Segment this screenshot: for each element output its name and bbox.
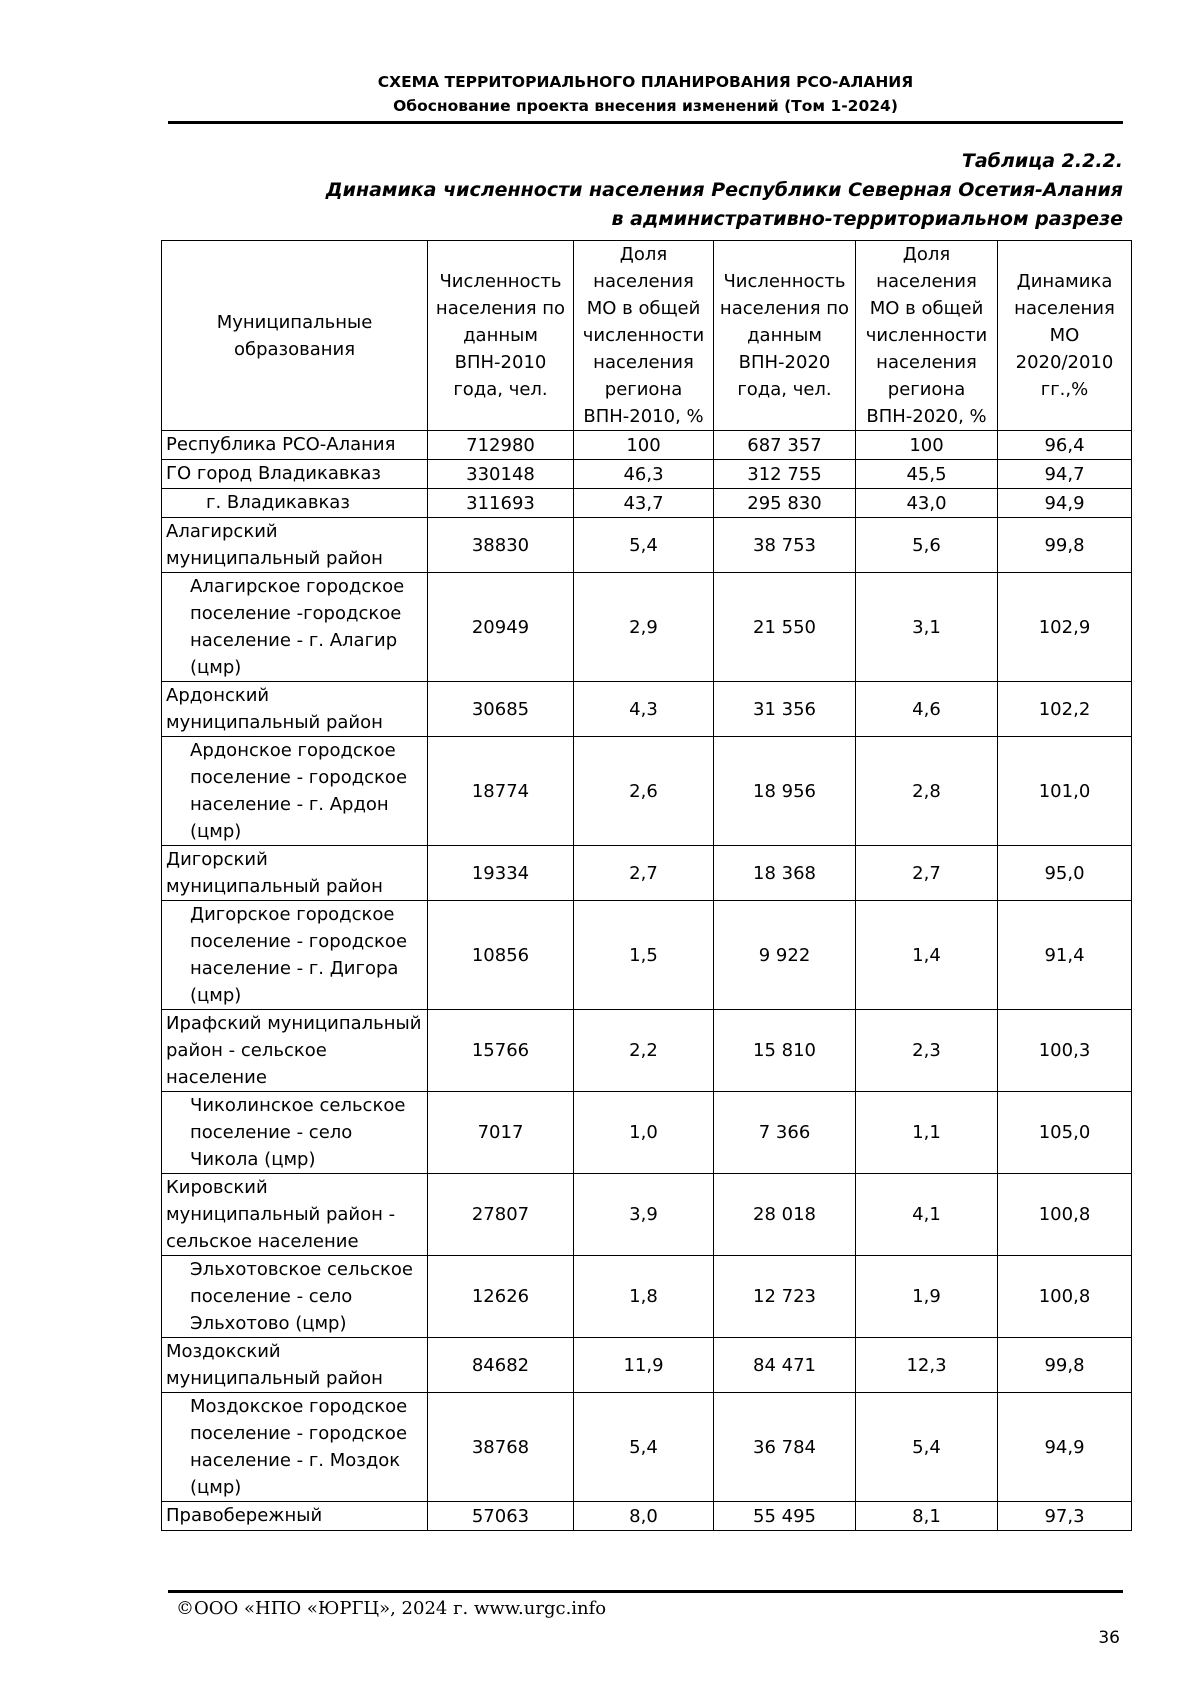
cell-pop2020: 18 368: [714, 846, 856, 901]
footer-copyright: ©ООО «НПО «ЮРГЦ», 2024 г. www.urgc.info: [176, 1598, 607, 1619]
cell-pop2010: 27807: [428, 1174, 574, 1256]
table-caption: [326, 147, 1123, 234]
cell-share2010: 46,3: [574, 460, 714, 489]
table-row: [162, 489, 1132, 518]
cell-dynamics: 105,0: [998, 1092, 1132, 1174]
cell-dynamics: 100,8: [998, 1174, 1132, 1256]
header-dynamics: Динамика населения МО 2020/2010 гг.,%: [998, 241, 1132, 431]
cell-pop2020: 15 810: [714, 1010, 856, 1092]
cell-pop2010: 30685: [428, 682, 574, 737]
table-row: [162, 901, 1132, 1010]
cell-share2020: 1,4: [856, 901, 998, 1010]
cell-share2020: 5,4: [856, 1393, 998, 1502]
table-row: [162, 573, 1132, 682]
cell-pop2010: 712980: [428, 431, 574, 460]
table-row: [162, 682, 1132, 737]
table-row: [162, 460, 1132, 489]
cell-pop2020: 312 755: [714, 460, 856, 489]
cell-municipality: ГО город Владикавказ: [162, 460, 428, 489]
cell-share2020: 5,6: [856, 518, 998, 573]
table-row: [162, 431, 1132, 460]
cell-share2010: 2,2: [574, 1010, 714, 1092]
table-row: [162, 1256, 1132, 1338]
cell-municipality: Дигорский муниципальный район: [162, 846, 428, 901]
table-header-row: [162, 241, 1132, 431]
header-share-2020: Доля населения МО в общей численности населения региона ВПН-2020, %: [856, 241, 998, 431]
cell-dynamics: 94,7: [998, 460, 1132, 489]
cell-share2010: 5,4: [574, 518, 714, 573]
cell-share2020: 1,1: [856, 1092, 998, 1174]
cell-municipality: Алагирское городское поселение -городское население - г. Алагир (цмр): [162, 573, 428, 682]
header-line-1: СХЕМА ТЕРРИТОРИАЛЬНОГО ПЛАНИРОВАНИЯ РСО-АЛАНИЯ: [377, 73, 914, 91]
cell-share2010: 4,3: [574, 682, 714, 737]
cell-pop2010: 57063: [428, 1502, 574, 1531]
population-table: [161, 240, 1132, 1531]
cell-dynamics: 102,2: [998, 682, 1132, 737]
cell-share2020: 100: [856, 431, 998, 460]
cell-pop2010: 20949: [428, 573, 574, 682]
cell-pop2020: 84 471: [714, 1338, 856, 1393]
header-share-2010: Доля населения МО в общей численности населения региона ВПН-2010, %: [574, 241, 714, 431]
table-row: [162, 1174, 1132, 1256]
cell-dynamics: 101,0: [998, 737, 1132, 846]
cell-pop2020: 31 356: [714, 682, 856, 737]
cell-share2010: 5,4: [574, 1393, 714, 1502]
cell-pop2010: 12626: [428, 1256, 574, 1338]
cell-municipality: Кировский муниципальный район - сельское население: [162, 1174, 428, 1256]
cell-pop2010: 15766: [428, 1010, 574, 1092]
cell-share2010: 3,9: [574, 1174, 714, 1256]
cell-pop2020: 36 784: [714, 1393, 856, 1502]
header-rule: [168, 121, 1123, 124]
table-label: Таблица 2.2.2.: [961, 150, 1123, 172]
table-body: [162, 431, 1132, 1531]
cell-municipality: Правобережный: [162, 1502, 428, 1531]
cell-dynamics: 99,8: [998, 518, 1132, 573]
cell-municipality: Моздокский муниципальный район: [162, 1338, 428, 1393]
cell-share2010: 2,9: [574, 573, 714, 682]
cell-municipality: Эльхотовское сельское поселение - село Эльхотово (цмр): [162, 1256, 428, 1338]
table-row: [162, 846, 1132, 901]
cell-pop2020: 18 956: [714, 737, 856, 846]
cell-pop2010: 7017: [428, 1092, 574, 1174]
cell-municipality: Чиколинское сельское поселение - село Чикола (цмр): [162, 1092, 428, 1174]
cell-dynamics: 100,8: [998, 1256, 1132, 1338]
cell-share2010: 43,7: [574, 489, 714, 518]
table-row: [162, 1338, 1132, 1393]
cell-share2010: 8,0: [574, 1502, 714, 1531]
cell-municipality: Республика РСО-Алания: [162, 431, 428, 460]
table-row: [162, 518, 1132, 573]
cell-dynamics: 94,9: [998, 489, 1132, 518]
header-line-2: Обоснование проекта внесения изменений (Том 1-2024): [393, 97, 898, 115]
cell-pop2020: 687 357: [714, 431, 856, 460]
footer-rule: [168, 1590, 1123, 1593]
cell-share2020: 2,3: [856, 1010, 998, 1092]
cell-dynamics: 100,3: [998, 1010, 1132, 1092]
cell-share2010: 100: [574, 431, 714, 460]
cell-share2020: 1,9: [856, 1256, 998, 1338]
cell-share2010: 11,9: [574, 1338, 714, 1393]
table-row: [162, 1502, 1132, 1531]
cell-municipality: Ардонский муниципальный район: [162, 682, 428, 737]
cell-pop2010: 38830: [428, 518, 574, 573]
cell-share2010: 1,8: [574, 1256, 714, 1338]
cell-pop2020: 28 018: [714, 1174, 856, 1256]
table-row: [162, 737, 1132, 846]
cell-pop2020: 21 550: [714, 573, 856, 682]
cell-share2020: 2,8: [856, 737, 998, 846]
cell-pop2010: 10856: [428, 901, 574, 1010]
cell-pop2020: 12 723: [714, 1256, 856, 1338]
cell-share2020: 12,3: [856, 1338, 998, 1393]
cell-dynamics: 97,3: [998, 1502, 1132, 1531]
cell-share2020: 4,1: [856, 1174, 998, 1256]
cell-pop2020: 7 366: [714, 1092, 856, 1174]
cell-dynamics: 94,9: [998, 1393, 1132, 1502]
cell-dynamics: 96,4: [998, 431, 1132, 460]
cell-pop2010: 19334: [428, 846, 574, 901]
header-pop-2020: Численность населения по данным ВПН-2020 года, чел.: [714, 241, 856, 431]
table-title-line-1: Динамика численности населения Республики Северная Осетия-Алания: [325, 179, 1123, 201]
header-pop-2010: Численность населения по данным ВПН-2010 года, чел.: [428, 241, 574, 431]
cell-share2020: 2,7: [856, 846, 998, 901]
cell-pop2010: 38768: [428, 1393, 574, 1502]
cell-share2020: 4,6: [856, 682, 998, 737]
cell-dynamics: 99,8: [998, 1338, 1132, 1393]
cell-share2020: 3,1: [856, 573, 998, 682]
header-municipality: Муниципальные образования: [162, 241, 428, 431]
cell-municipality: Алагирский муниципальный район: [162, 518, 428, 573]
cell-pop2020: 38 753: [714, 518, 856, 573]
cell-share2010: 2,6: [574, 737, 714, 846]
cell-share2020: 45,5: [856, 460, 998, 489]
cell-dynamics: 95,0: [998, 846, 1132, 901]
cell-municipality: Моздокское городское поселение - городское население - г. Моздок (цмр): [162, 1393, 428, 1502]
cell-pop2010: 84682: [428, 1338, 574, 1393]
page-number: 36: [1098, 1628, 1120, 1648]
table-row: [162, 1393, 1132, 1502]
cell-share2010: 1,0: [574, 1092, 714, 1174]
cell-share2020: 43,0: [856, 489, 998, 518]
cell-dynamics: 91,4: [998, 901, 1132, 1010]
table-row: [162, 1092, 1132, 1174]
table-row: [162, 1010, 1132, 1092]
cell-pop2020: 295 830: [714, 489, 856, 518]
table-title-line-2: в административно-территориальном разрезе: [611, 208, 1123, 230]
cell-share2020: 8,1: [856, 1502, 998, 1531]
cell-dynamics: 102,9: [998, 573, 1132, 682]
cell-share2010: 1,5: [574, 901, 714, 1010]
cell-pop2010: 330148: [428, 460, 574, 489]
cell-municipality: г. Владикавказ: [162, 489, 428, 518]
cell-share2010: 2,7: [574, 846, 714, 901]
cell-municipality: Ардонское городское поселение - городское население - г. Ардон (цмр): [162, 737, 428, 846]
cell-municipality: Дигорское городское поселение - городское население - г. Дигора (цмр): [162, 901, 428, 1010]
cell-pop2020: 55 495: [714, 1502, 856, 1531]
cell-pop2020: 9 922: [714, 901, 856, 1010]
cell-pop2010: 18774: [428, 737, 574, 846]
cell-pop2010: 311693: [428, 489, 574, 518]
cell-municipality: Ирафский муниципальный район - сельское население: [162, 1010, 428, 1092]
document-header: [168, 70, 1123, 118]
